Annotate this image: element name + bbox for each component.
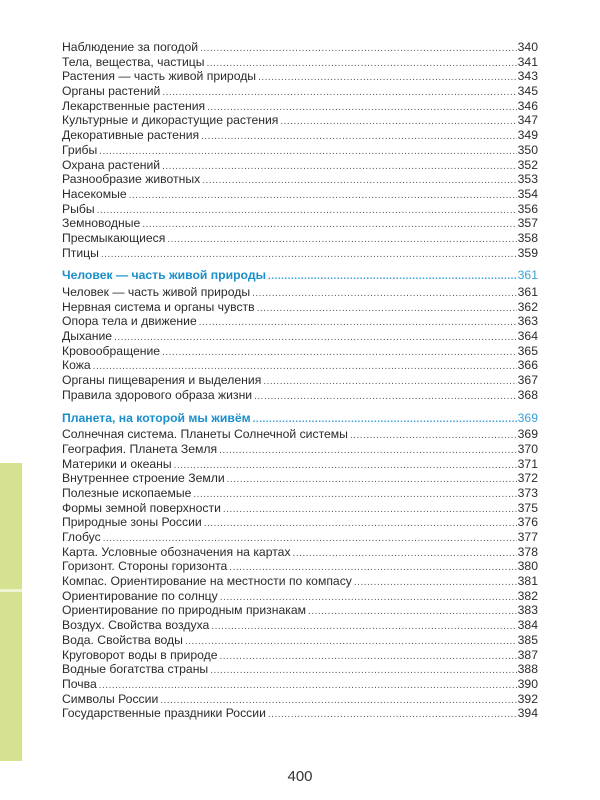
toc-entry-title: Грибы [62, 142, 98, 157]
toc-entry[interactable] [62, 633, 538, 648]
toc-entry[interactable] [62, 128, 538, 143]
toc-entry[interactable] [62, 457, 538, 472]
toc-entry-page: 385 [517, 632, 538, 647]
toc-entry-title: Государственные праздники России [62, 706, 266, 721]
toc-leader-dots [162, 160, 517, 173]
toc-entry-title: Человек — часть живой природы [62, 285, 251, 299]
toc-entry-title: Природные зоны России [62, 515, 202, 530]
toc-leader-dots [211, 620, 516, 633]
toc-entry-title: Карта. Условные обозначения на картах [62, 544, 291, 559]
toc-leader-dots [258, 71, 517, 84]
toc-leader-dots [199, 316, 517, 329]
toc-entry-title: Вода. Свойства воды [62, 632, 183, 647]
toc-entry-page: 376 [517, 515, 538, 530]
toc-entry-page: 367 [517, 373, 538, 388]
side-tab-marker [0, 592, 22, 761]
toc-entry-title: Земноводные [62, 216, 141, 231]
toc-leader-dots [93, 360, 517, 373]
toc-entry[interactable] [62, 427, 538, 442]
side-tab-marker [0, 463, 22, 589]
toc-entry[interactable] [62, 618, 538, 633]
toc-entry-page: 341 [517, 54, 538, 69]
toc-entry[interactable] [62, 589, 538, 604]
toc-entry-title: Кровообращение [62, 343, 161, 358]
toc-entry[interactable] [62, 246, 538, 261]
toc-entry-title: Органы пищеварения и выделения [62, 373, 262, 388]
toc-entry-title: Пресмыкающиеся [62, 230, 166, 245]
toc-entry-page: 365 [517, 343, 538, 358]
toc-entry-title: Почва [62, 676, 97, 691]
toc-entry-title: Лекарственные растения [62, 98, 206, 113]
toc-entry-page: 382 [517, 588, 538, 603]
toc-leader-dots [97, 204, 517, 217]
toc-entry-title: Ориентирование по солнцу [62, 588, 218, 603]
toc-entry-page: 356 [517, 201, 538, 216]
toc-entry-page: 340 [517, 40, 538, 54]
toc-leader-dots [202, 174, 516, 187]
toc-leader-dots [99, 145, 516, 158]
toc-leader-dots [174, 459, 517, 472]
toc-leader-dots [204, 517, 517, 530]
toc-entry-page: 349 [517, 128, 538, 143]
toc-leader-dots [207, 101, 517, 114]
toc-leader-dots [354, 576, 517, 589]
toc-entry-page: 370 [517, 441, 538, 456]
toc-entry[interactable] [62, 285, 538, 300]
toc-entry[interactable] [62, 329, 538, 344]
toc-entry-title: Разнообразие животных [62, 172, 201, 187]
toc-leader-dots [200, 42, 517, 55]
toc-entry[interactable] [62, 486, 538, 501]
toc-entry-title: Символы России [62, 691, 159, 706]
table-of-contents [62, 40, 538, 721]
toc-entry[interactable] [62, 388, 538, 403]
toc-section-heading[interactable] [62, 268, 538, 283]
toc-leader-dots [167, 233, 516, 246]
toc-leader-dots [160, 694, 516, 707]
toc-leader-dots [114, 331, 517, 344]
toc-leader-dots [220, 591, 517, 604]
toc-entry-page: 375 [517, 500, 538, 515]
toc-entry-page: 373 [517, 485, 538, 500]
toc-leader-dots [99, 679, 517, 692]
toc-entry-page: 387 [517, 647, 538, 662]
toc-entry-title: Рыбы [62, 201, 95, 216]
toc-entry[interactable] [62, 300, 538, 315]
toc-leader-dots [253, 413, 517, 426]
toc-entry-title: Дыхание [62, 329, 113, 344]
toc-entry-page: 359 [517, 245, 538, 260]
toc-entry[interactable] [62, 603, 538, 618]
toc-entry[interactable] [62, 187, 538, 202]
toc-entry[interactable] [62, 442, 538, 457]
toc-entry[interactable] [62, 202, 538, 217]
toc-leader-dots [293, 547, 517, 560]
toc-section-page: 369 [517, 410, 538, 425]
toc-entry-title: Водные богатства страны [62, 662, 209, 677]
toc-entry-page: 380 [517, 559, 538, 574]
toc-entry-page: 357 [517, 216, 538, 231]
toc-entry[interactable] [62, 373, 538, 388]
toc-entry-title: Ориентирование по природным признакам [62, 603, 306, 618]
toc-leader-dots [101, 248, 517, 261]
toc-entry[interactable] [62, 216, 538, 231]
toc-leader-dots [229, 561, 516, 574]
toc-section-heading[interactable] [62, 411, 538, 426]
toc-leader-dots [162, 346, 517, 359]
toc-entry[interactable] [62, 358, 538, 373]
toc-entry-page: 363 [517, 314, 538, 329]
toc-leader-dots [185, 635, 517, 648]
toc-entry[interactable] [62, 113, 538, 128]
toc-entry[interactable] [62, 677, 538, 692]
toc-entry[interactable] [62, 574, 538, 589]
toc-entry[interactable] [62, 530, 538, 545]
toc-entry[interactable] [62, 706, 538, 721]
toc-entry-title: Декоративные растения [62, 128, 200, 143]
toc-leader-dots [254, 390, 517, 403]
toc-entry[interactable] [62, 515, 538, 530]
toc-entry-page: 343 [517, 69, 538, 84]
toc-entry-page: 392 [517, 691, 538, 706]
toc-leader-dots [142, 218, 516, 231]
toc-entry-title: Растения — часть живой природы [62, 69, 257, 84]
toc-entry-page: 358 [517, 230, 538, 245]
toc-entry[interactable] [62, 471, 538, 486]
toc-entry-page: 384 [517, 618, 538, 633]
toc-entry[interactable] [62, 143, 538, 158]
toc-entry-title: Наблюдение за погодой [62, 40, 199, 54]
toc-entry[interactable] [62, 69, 538, 84]
toc-leader-dots [268, 708, 517, 721]
toc-entry-title: Формы земной поверхности [62, 500, 221, 515]
toc-entry-title: Птицы [62, 245, 99, 260]
toc-entry-title: Внутреннее строение Земли [62, 471, 225, 486]
toc-entry[interactable] [62, 40, 538, 55]
toc-entry-page: 369 [517, 427, 538, 442]
toc-entry-title: Культурные и дикорастущие растения [62, 113, 279, 128]
toc-leader-dots [252, 287, 517, 300]
toc-entry[interactable] [62, 662, 538, 677]
toc-entry-title: Воздух. Свойства воздуха [62, 618, 210, 633]
toc-entry-page: 352 [517, 157, 538, 172]
toc-entry-title: Нервная система и органы чувств [62, 299, 255, 314]
toc-leader-dots [162, 86, 516, 99]
toc-entry-page: 368 [517, 387, 538, 402]
page-number: 400 [287, 768, 313, 785]
toc-leader-dots [263, 375, 516, 388]
toc-entry-page: 364 [517, 329, 538, 344]
toc-leader-dots [223, 503, 517, 516]
toc-entry[interactable] [62, 648, 538, 663]
toc-entry-page: 394 [517, 706, 538, 721]
toc-entry-page: 354 [517, 186, 538, 201]
toc-entry-title: Глобус [62, 530, 101, 544]
toc-entry-page: 350 [517, 142, 538, 157]
toc-entry-page: 347 [517, 113, 538, 128]
toc-entry[interactable] [62, 172, 538, 187]
toc-entry[interactable] [62, 314, 538, 329]
toc-entry-title: Полезные ископаемые [62, 485, 192, 500]
toc-entry-page: 383 [517, 603, 538, 618]
toc-entry-title: География. Планета Земля [62, 441, 218, 456]
toc-leader-dots [220, 650, 517, 663]
toc-entry[interactable] [62, 344, 538, 359]
toc-leader-dots [280, 115, 516, 128]
toc-entry-page: 378 [517, 544, 538, 559]
toc-entry[interactable] [62, 84, 538, 99]
toc-entry-title: Охрана растений [62, 157, 161, 172]
toc-entry-page: 353 [517, 172, 538, 187]
toc-leader-dots [219, 444, 517, 457]
toc-entry[interactable] [62, 231, 538, 246]
toc-entry-title: Материки и океаны [62, 456, 172, 471]
toc-entry-title: Насекомые [62, 186, 127, 201]
toc-entry-page: 346 [517, 98, 538, 113]
toc-entry-page: 362 [517, 299, 538, 314]
toc-entry-title: Органы растений [62, 84, 161, 99]
toc-entry-title: Тела, вещества, частицы [62, 54, 205, 69]
toc-entry-page: 390 [517, 676, 538, 691]
toc-entry-page: 381 [517, 574, 538, 589]
toc-entry[interactable] [62, 559, 538, 574]
toc-entry-title: Правила здорового образа жизни [62, 387, 253, 402]
toc-entry-title: Круговорот воды в природе [62, 647, 218, 662]
toc-entry[interactable] [62, 55, 538, 70]
toc-leader-dots [201, 130, 517, 143]
toc-entry-page: 366 [517, 358, 538, 373]
toc-section-title: Планета, на которой мы живём [62, 410, 251, 425]
toc-entry-page: 377 [517, 530, 538, 544]
toc-leader-dots [350, 429, 517, 442]
toc-leader-dots [210, 664, 516, 677]
toc-entry-page: 372 [517, 471, 538, 486]
toc-entry[interactable] [62, 99, 538, 114]
toc-entry-title: Опора тела и движение [62, 314, 197, 329]
toc-leader-dots [207, 57, 517, 70]
toc-entry-page: 361 [517, 285, 538, 299]
toc-entry[interactable] [62, 158, 538, 173]
toc-leader-dots [268, 270, 517, 283]
toc-entry[interactable] [62, 545, 538, 560]
toc-entry-page: 388 [517, 662, 538, 677]
toc-entry[interactable] [62, 692, 538, 707]
toc-leader-dots [308, 605, 517, 618]
toc-entry-page: 345 [517, 84, 538, 99]
toc-leader-dots [129, 189, 517, 202]
toc-entry[interactable] [62, 501, 538, 516]
toc-entry-title: Горизонт. Стороны горизонта [62, 559, 228, 574]
toc-entry-title: Солнечная система. Планеты Солнечной системы [62, 427, 348, 442]
toc-leader-dots [193, 488, 516, 501]
toc-leader-dots [227, 473, 517, 486]
toc-entry-page: 371 [517, 456, 538, 471]
toc-entry-title: Компас. Ориентирование на местности по компасу [62, 574, 352, 589]
toc-leader-dots [103, 532, 517, 545]
toc-leader-dots [257, 302, 517, 315]
toc-section-title: Человек — часть живой природы [62, 268, 266, 283]
toc-entry-title: Кожа [62, 358, 91, 373]
toc-section-page: 361 [517, 268, 538, 283]
